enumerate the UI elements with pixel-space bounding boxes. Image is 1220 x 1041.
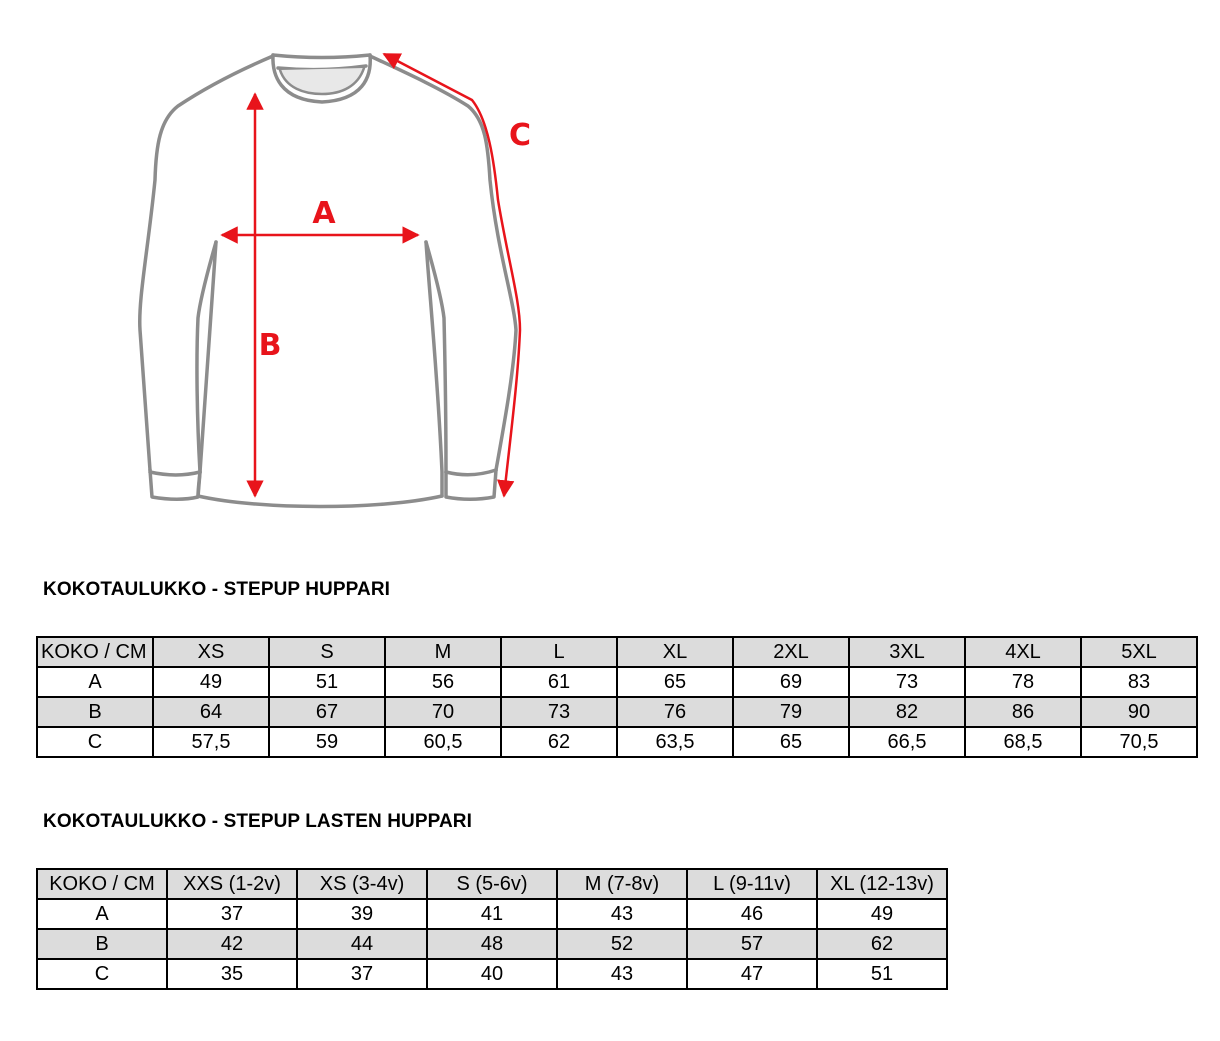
- table-cell: 83: [1081, 667, 1197, 697]
- table-cell: 64: [153, 697, 269, 727]
- row-label: A: [37, 899, 167, 929]
- table-cell: 49: [817, 899, 947, 929]
- header-cell: XS: [153, 637, 269, 667]
- header-cell: M (7-8v): [557, 869, 687, 899]
- adult-table-title: KOKOTAULUKKO - STEPUP HUPPARI: [43, 579, 391, 600]
- table-cell: 57: [687, 929, 817, 959]
- table-cell: 62: [501, 727, 617, 757]
- table-cell: 40: [427, 959, 557, 989]
- table-header-row: [37, 869, 947, 899]
- table-cell: 43: [557, 959, 687, 989]
- table-cell: 61: [501, 667, 617, 697]
- header-cell: 4XL: [965, 637, 1081, 667]
- table-cell: 59: [269, 727, 385, 757]
- table-cell: 39: [297, 899, 427, 929]
- table-cell: 76: [617, 697, 733, 727]
- sleeve-arrow-c: [384, 54, 520, 496]
- table-cell: 66,5: [849, 727, 965, 757]
- table-cell: 56: [385, 667, 501, 697]
- header-cell: XS (3-4v): [297, 869, 427, 899]
- table-cell: 37: [297, 959, 427, 989]
- table-cell: 47: [687, 959, 817, 989]
- table-cell: 63,5: [617, 727, 733, 757]
- table-cell: 42: [167, 929, 297, 959]
- row-label: C: [37, 959, 167, 989]
- table-cell: 69: [733, 667, 849, 697]
- table-row: [37, 899, 947, 929]
- header-cell: XXS (1-2v): [167, 869, 297, 899]
- table-cell: 60,5: [385, 727, 501, 757]
- row-label: B: [37, 697, 153, 727]
- sweater-outline: [140, 55, 516, 507]
- table-cell: 43: [557, 899, 687, 929]
- table-cell: 90: [1081, 697, 1197, 727]
- table-cell: 70: [385, 697, 501, 727]
- table-cell: 86: [965, 697, 1081, 727]
- row-label: A: [37, 667, 153, 697]
- table-cell: 41: [427, 899, 557, 929]
- row-label: B: [37, 929, 167, 959]
- table-row: [37, 929, 947, 959]
- table-cell: 44: [297, 929, 427, 959]
- table-row: [37, 667, 1197, 697]
- label-c: C: [508, 118, 532, 153]
- table-cell: 67: [269, 697, 385, 727]
- adult-size-table: [36, 636, 1198, 758]
- sweater-measurement-diagram: [0, 0, 620, 560]
- header-cell: KOKO / CM: [37, 869, 167, 899]
- table-cell: 51: [817, 959, 947, 989]
- table-cell: 35: [167, 959, 297, 989]
- header-cell: 3XL: [849, 637, 965, 667]
- measurement-arrows: [222, 54, 520, 496]
- table-cell: 57,5: [153, 727, 269, 757]
- table-cell: 65: [733, 727, 849, 757]
- table-cell: 73: [849, 667, 965, 697]
- table-header-row: [37, 637, 1197, 667]
- kids-size-table: [36, 868, 948, 990]
- sweater-illustration: [0, 0, 620, 560]
- row-label: C: [37, 727, 153, 757]
- table-row: [37, 959, 947, 989]
- header-cell: KOKO / CM: [37, 637, 153, 667]
- table-row: [37, 727, 1197, 757]
- header-cell: S: [269, 637, 385, 667]
- table-cell: 62: [817, 929, 947, 959]
- header-cell: 5XL: [1081, 637, 1197, 667]
- table-cell: 73: [501, 697, 617, 727]
- table-cell: 51: [269, 667, 385, 697]
- table-row: [37, 697, 1197, 727]
- header-cell: L: [501, 637, 617, 667]
- label-a: A: [312, 196, 336, 231]
- label-b: B: [258, 328, 282, 363]
- table-cell: 70,5: [1081, 727, 1197, 757]
- table-cell: 37: [167, 899, 297, 929]
- header-cell: XL (12-13v): [817, 869, 947, 899]
- header-cell: M: [385, 637, 501, 667]
- table-cell: 79: [733, 697, 849, 727]
- kids-table-title: KOKOTAULUKKO - STEPUP LASTEN HUPPARI: [43, 811, 473, 832]
- table-cell: 49: [153, 667, 269, 697]
- header-cell: 2XL: [733, 637, 849, 667]
- table-cell: 78: [965, 667, 1081, 697]
- table-cell: 52: [557, 929, 687, 959]
- header-cell: L (9-11v): [687, 869, 817, 899]
- table-cell: 65: [617, 667, 733, 697]
- table-cell: 82: [849, 697, 965, 727]
- table-cell: 46: [687, 899, 817, 929]
- table-cell: 48: [427, 929, 557, 959]
- header-cell: S (5-6v): [427, 869, 557, 899]
- table-cell: 68,5: [965, 727, 1081, 757]
- header-cell: XL: [617, 637, 733, 667]
